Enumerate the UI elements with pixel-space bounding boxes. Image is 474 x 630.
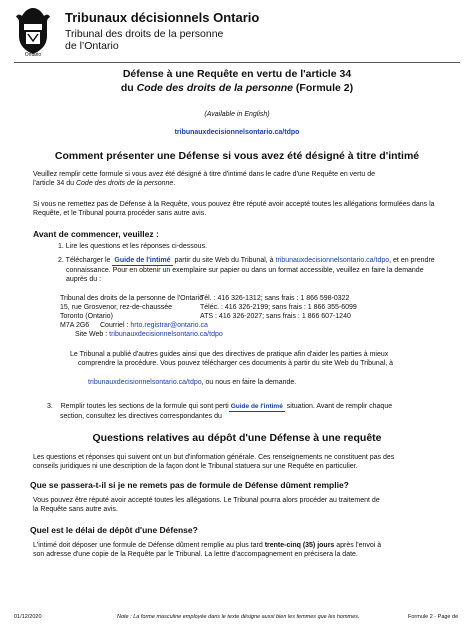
org-subtitle-line1: Tribunal des droits de la personne <box>65 28 224 40</box>
item2-text-a: Télécharger le <box>65 257 111 264</box>
guide-intime-link[interactable]: Guide de l'intimé <box>114 257 171 264</box>
item2-text-c: , et en prendre <box>389 257 435 264</box>
item2-tribunal-link[interactable]: tribunauxdecisionnelsontario.ca/tdpo <box>275 257 390 264</box>
available-english: (Available in English) <box>204 111 270 118</box>
header-divider <box>14 62 460 63</box>
address-line5 <box>60 330 460 339</box>
para1-post: . <box>173 180 176 187</box>
website-link[interactable]: tribunauxdecisionnelsontario.ca/tdpo <box>109 331 223 338</box>
section-heading-present-defense: Comment présenter une Défense si vous avez été désigné à titre d'intimé <box>54 150 420 162</box>
questions-para-line2: conseils juridiques ni une description de la façon dont le Tribunal statuera sur une Requête en particulier. <box>33 463 358 470</box>
ontario-trillium-logo <box>14 6 52 56</box>
item3-text-b: situation. Avant de remplir chaque <box>286 403 393 410</box>
published-line1: Le Tribunal a publié d'autres guides ainsi que des directives de pratique afin d'aider les parties à mieux <box>70 351 389 358</box>
section1-para1-line1: Veuillez remplir cette formule si vous avez été désigné à titre d'intimé dans le cadre d'une Requête en vertu de <box>33 171 375 178</box>
address-line3 <box>60 312 460 321</box>
q1-answer <box>33 496 380 514</box>
section1-para1 <box>33 170 375 188</box>
published-line3-post: , ou nous en faire la demande. <box>201 379 297 386</box>
published-line2: comprendre la procédure. Vous pouvez télécharger ces documents à partir du site Web du Tribunal, à <box>78 360 394 367</box>
item3-num: 3. <box>47 403 53 410</box>
questions-heading: Questions relatives au dépôt d'une Défense à une requête <box>92 432 382 444</box>
org-subtitle-line2: de l’Ontario <box>65 40 119 52</box>
logo-caption: Ontario <box>24 52 42 58</box>
address-city: Toronto (Ontario) <box>60 313 113 320</box>
item3-guide-link[interactable]: Guide de l'intimé <box>230 403 283 410</box>
phone-tel: Tél. : 416 326-1312; sans frais : 1 866 598-0322 <box>200 295 350 302</box>
doc-title-italic: Code des droits de la personne <box>136 82 294 94</box>
q2-answer-line1 <box>33 541 381 550</box>
before-item2-line1 <box>58 256 435 266</box>
published-guides-para <box>70 350 393 368</box>
section1-para2 <box>33 200 474 218</box>
q1-answer-line1: Vous pouvez être réputé avoir accepté toutes les allégations. Le Tribunal pourra alors procéder au traitement de <box>33 497 380 504</box>
footer-note <box>117 614 359 620</box>
published-line3 <box>88 378 296 387</box>
email-link[interactable]: hrto.registrar@ontario.ca <box>130 322 208 329</box>
doc-title-pre: du <box>120 82 137 94</box>
address-postal: M7A 2G6 <box>60 322 90 329</box>
phone-tty: ATS : 416 326-2027; sans frais : 1 866 607-1240 <box>200 313 351 320</box>
address-line2 <box>60 303 460 312</box>
org-subtitle <box>65 28 223 52</box>
footer-note-text: La forme masculine employée dans le texte désigne aussi bien les femmes que les hommes. <box>133 614 360 620</box>
before-item2-line2: connaissance. Pour en obtenir un exemplaire sur papier ou dans un format accessible, veuillez en faire la demande <box>66 267 424 274</box>
doc-title-post: (Formule 2) <box>293 82 354 94</box>
before-item3 <box>47 402 392 421</box>
website-label: Site Web : <box>75 331 108 338</box>
item2-text-b: partir du site Web du Tribunal, à <box>174 257 274 264</box>
item3-line2: section, consultez les directives correspondantes du <box>60 413 222 420</box>
item3-text-a: Remplir toutes les sections de la formule qui sont perti <box>60 403 229 410</box>
questions-para-line1: Les questions et réponses qui suivent ont un but d'information générale. Ces renseignements ne constituent pas des <box>33 454 395 461</box>
address-name: Tribunal des droits de la personne de l'Ontario <box>60 295 204 302</box>
phone-fax: Téléc. : 416 326-2199; sans frais : 1 866 355-6099 <box>200 304 357 311</box>
section1-para1-line2 <box>33 179 375 188</box>
address-street: 15, rue Grosvenor, rez-de-chaussée <box>60 304 173 311</box>
address-line4 <box>60 321 460 330</box>
address-block <box>60 294 460 339</box>
address-line1 <box>60 294 460 303</box>
footer-note-label: Note : <box>117 614 132 620</box>
para1-italic: Code des droits de la personne <box>75 180 174 187</box>
email-label: Courriel : <box>100 322 129 329</box>
doc-title-line2 <box>0 81 474 95</box>
before-item2 <box>58 256 435 284</box>
footer-date: 01/12/2020 <box>14 614 42 620</box>
tribunal-link[interactable]: tribunauxdecisionnelsontario.ca/tdpo <box>174 129 300 136</box>
before-item1: 1. Lire les questions et les réponses ci-dessous. <box>58 243 208 250</box>
item2-num: 2. <box>58 257 64 264</box>
before-item2-line3: auprès du : <box>66 276 102 283</box>
q2-answer-line2: son adresse d'une copie de la Requête par le Tribunal. La lettre d'accompagnement en précisera la date. <box>33 551 358 558</box>
published-link[interactable]: tribunauxdecisionnelsontario.ca/tdpo <box>88 379 202 386</box>
q2-text-a: L'intimé doit déposer une formule de Défense dûment remplie au plus tard <box>33 542 265 549</box>
item3-line1 <box>47 402 392 412</box>
org-title: Tribunaux décisionnels Ontario <box>65 10 260 25</box>
q2-heading: Quel est le délai de dépôt d'une Défense? <box>30 525 198 535</box>
section1-para2-line1: Si vous ne remettez pas de Défense à la Requête, vous pouvez être réputé avoir accepté toutes les allégations formulées dans la <box>33 201 435 208</box>
q2-deadline: trente-cinq (35) jours <box>264 542 335 549</box>
q1-heading: Que se passera-t-il si je ne remets pas de formule de Défense dûment remplie? <box>30 480 349 490</box>
doc-title <box>0 67 474 95</box>
para1-pre: l'article 34 du <box>33 180 76 187</box>
before-heading: Avant de commencer, veuillez : <box>33 229 159 239</box>
doc-title-line1: Défense à une Requête en vertu de l'article 34 <box>122 68 352 80</box>
footer-page: Formule 2 - Page de <box>408 614 459 620</box>
section1-para2-line2: Requête, et le Tribunal pourra procéder sans autre avis. <box>33 210 207 217</box>
q1-answer-line2: la Requête sans autre avis. <box>33 506 118 513</box>
questions-para <box>33 453 394 471</box>
q2-answer <box>33 541 381 559</box>
q2-text-b: après l'envoi à <box>334 542 382 549</box>
